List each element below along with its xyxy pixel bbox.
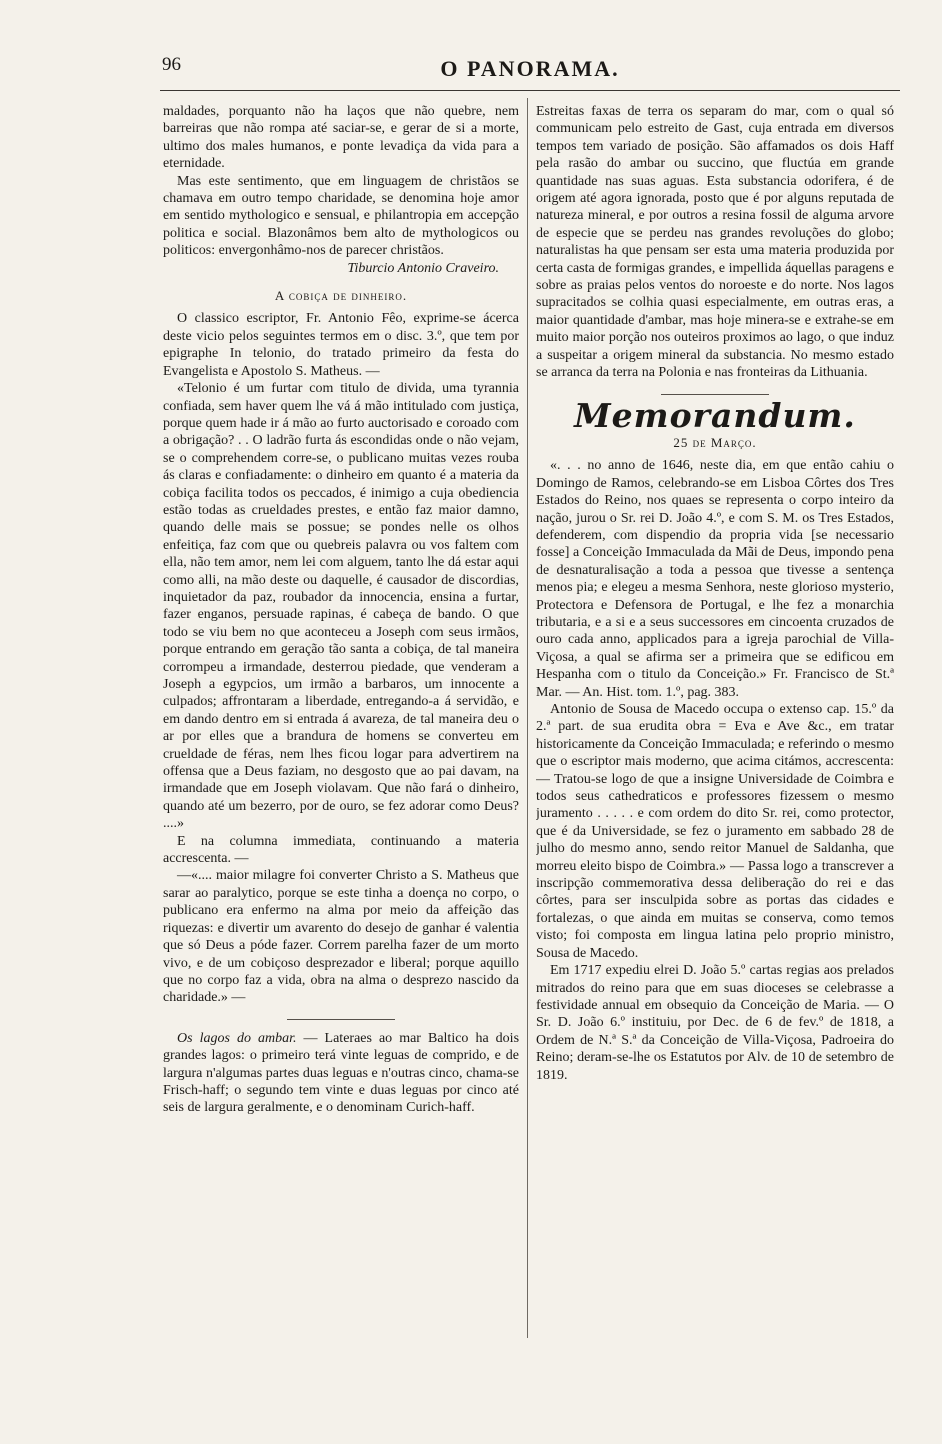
right-paragraph-3: Antonio de Sousa de Macedo occupa o extenso cap. 15.º da 2.ª part. de sua erudita obra = Eva e Ave &c., em tratar historicamente da Conceição Immaculada; e referindo o mesmo que o escriptor mais moderno, que acima citámos, accrescenta: — Tratou-se logo de que a insigne Universidade de Coimbra e todos seus cathedraticos e professores fizessem o mesmo juramento . . . . . e com ordem do dito Sr. rei, como protector, que é da Universidade, se fez o juramento em sabbado 28 de julho do mesmo anno, sendo reitor Manuel de Saldanha, que morreu eleito bispo de Coimbra.» — Passa logo a transcrever a inscripção commemorativa dessa deliberação do rei e das côrtes, para ser insculpida sobre as portas das cidades e fortalezas, o que ainda em muitas se conserva, como temos visto; foi composta em lingua latina pelo proprio ministro, Sousa de Macedo. <box>536 702 894 961</box>
lagos-text: — Lateraes ao mar Baltico ha dois grandes lagos: o primeiro terá vinte leguas de comprido, e de largura n'algumas partes duas leguas e n'outras cinco, chama-se Frisch-haff; o segundo tem vinte e duas leguas por cinco até seis de largura geralmente, e o denominam Curich-haff. <box>163 1030 519 1116</box>
section-rule <box>287 1019 395 1020</box>
masthead-title: O PANORAMA. <box>440 56 620 81</box>
left-paragraph-6: —«.... maior milagre foi converter Christo a S. Matheus que sarar ao paralytico, porque se este tinha a doença no corpo, o publicano era enfermo na alma por meio da affeição das riquezas: e divertir um avarento do desejo de ganhar é valentia que só Deus a póde fazer. Correm parelha fazer de um morto vivo, e de um cobiçoso desprezador e liberal; porque aquillo que no corpo faz a vida, obra na alma o desprezo nascido da charidade.» — <box>163 868 519 1006</box>
column-divider <box>527 98 528 1338</box>
page-number: 96 <box>162 54 181 75</box>
section-title-cobica: A cobiça de dinheiro. <box>274 288 408 304</box>
left-paragraph-7 <box>163 1030 519 1117</box>
memorandum-title: Memorandum. <box>574 395 856 435</box>
left-paragraph-2: Mas este sentimento, que em linguagem de christãos se chamava em outro tempo charidade, se denomina hoje amor em sentido mythologico e sensual, e philantropia em accepção politica e social. Blazonâmos bem alto de mythologicos ou politicos: envergonhâmo-nos de parecer christãos. <box>163 173 519 259</box>
header-rule <box>160 90 900 91</box>
memorandum-date: 25 de Março. <box>673 434 757 450</box>
memorandum-rule <box>661 394 769 395</box>
author-signature: Tiburcio Antonio Craveiro. <box>347 260 499 276</box>
right-paragraph-2: «. . . no anno de 1646, neste dia, em que então cahiu o Domingo de Ramos, celebrando-se em Lisboa Côrtes dos Tres Estados do Reino, nos quaes se representa o corpo inteiro da nação, jurou o Sr. rei D. João 4.º, e com S. M. os Tres Estados, defenderem, com dispendio da propria vida [se necessario fosse] a Conceição Immaculada da Mãi de Deus, impondo pena de desnaturalisação a toda a pessoa que tivesse a sentença menos pia; e elegeu a mesma Senhora, neste glorioso mysterio, Protectora e Defensora de Portugal, e lhe fez a monarchia tributaria, e a si e a seus successores em cincoenta cruzados de ouro cada anno, applicados para a igreja parochial de Villa-Viçosa, a qual se afirma ser a primeira que se edificou em Hespanha com o titulo da Conceição.» Fr. Francisco de St.ª Mar. — An. Hist. tom. 1.º, pag. 383. <box>536 458 894 700</box>
page-header <box>160 52 900 88</box>
right-paragraph-4: Em 1717 expediu elrei D. João 5.º cartas regias aos prelados mitrados do reino para que em suas dioceses se celebrasse a festividade annual em obsequio da Conceição de Maria. — O Sr. D. João 6.º instituiu, por Dec. de 6 de fev.º de 1818, a Ordem de N.ª S.ª da Conceição de Villa-Viçosa, Padroeira do Reino; deram-se-lhe os Estatutos por Alv. de 10 de setembro de 1819. <box>536 963 894 1083</box>
left-paragraph-1: maldades, porquanto não ha laços que não quebre, nem barreiras que não rompa até saciar-se, e gerar de si a morte, ultimo dos males humanos, e ponte levadiça da vida para a eternidade. <box>163 104 519 172</box>
left-column <box>163 103 519 1343</box>
left-paragraph-5: E na columna immediata, continuando a materia accrescenta. — <box>163 833 519 867</box>
right-column <box>536 103 894 1343</box>
right-paragraph-1: Estreitas faxas de terra os separam do mar, com o qual só communicam pelo estreito de Gast, cuja entrada em diversos tempos tem variado de posição. São affamados os dois Haff pela rasão do ambar ou succino, que fluctúa em grande quantidade nas suas aguas. Esta substancia odorifera, é de origem até agora ignorada, posto que é por alguns reputada de natureza mineral, e por outros a resina fossil de alguma arvore de especie que se perdeu nas grandes revoluções do globo; naturalistas ha que pensam ser esta uma materia produzida por certa casta de formigas grandes, e impellida áquellas paragens e sobre as praias pelos ventos do noroeste e do norte. Nos lagos supracitados se colhia quasi especialmente, em outras eras, a maior quantidade d'ambar, mas hoje minera-se e extrahe-se em muito maior porção nos outeiros proximos ao lago, o que induz a suspeitar a origem mineral da substancia. No mesmo estado se arranca da terra na Polonia e nas fronteiras da Lithuania. <box>536 104 894 381</box>
left-paragraph-4: «Telonio é um furtar com titulo de divida, uma tyrannia confiada, sem haver quem lhe vá á mão intitulado com justiça, porque quem hade ir á mão ao furto auctorisado e coroado com a obrigação? . . O ladrão furta ás escondidas onde o não vejam, se o comprehendem corre-se, o publicano muitas vezes rouba ás claras e confiadamente: o dinheiro em quanto é a materia da cobiça facilita todos os peccados, é inimigo a cuja obediencia estão todas as crueldades prestes, e então faz maior damno, quando delle mais se possue; se pondes nelle os olhos enfeitiça, faz com que ou quebreis palavra ou vos faltem com ella, não tem amor, nem lei com alguem, tanto lhe dá estar aqui como alli, na mão deste ou daquelle, é causador de discordias, inquietador da paz, roubador da innocencia, ensina a furtar, fazer enganos, persuade rapinas, é cabeça de bando. O que todo se viu bem no que aconteceu a Joseph com seus irmãos, porque entrando em geração tão santa a cobiça, de tal maneira corrompeu a irmandade, desterrou piedade, que venderam a Joseph a egypcios, um irmão a barbaros, um innocente a culpados; affrontaram a liberdade, entregando-a á servidão, e em dando dentro em si entrada á avareza, de tal maneira deu o ar por elles que a brandura de homens se converteu em crueldade de féras, nem lhes ficou logar para advertirem na offensa que a Deus faziam, no desgosto que ao pai davam, na irmandade que em Joseph violavam. Que não fará o dinheiro, quando até um bezerro, por de ouro, se fez adorar como Deus? ....» <box>163 381 519 832</box>
left-paragraph-3: O classico escriptor, Fr. Antonio Fêo, exprime-se ácerca deste vicio pelos seguintes termos em o disc. 3.º, que tem por epigraphe In telonio, do tratado primeiro da festa do Evangelista e Apostolo S. Matheus. — <box>163 311 519 379</box>
lagos-title: Os lagos do ambar. <box>177 1030 297 1046</box>
